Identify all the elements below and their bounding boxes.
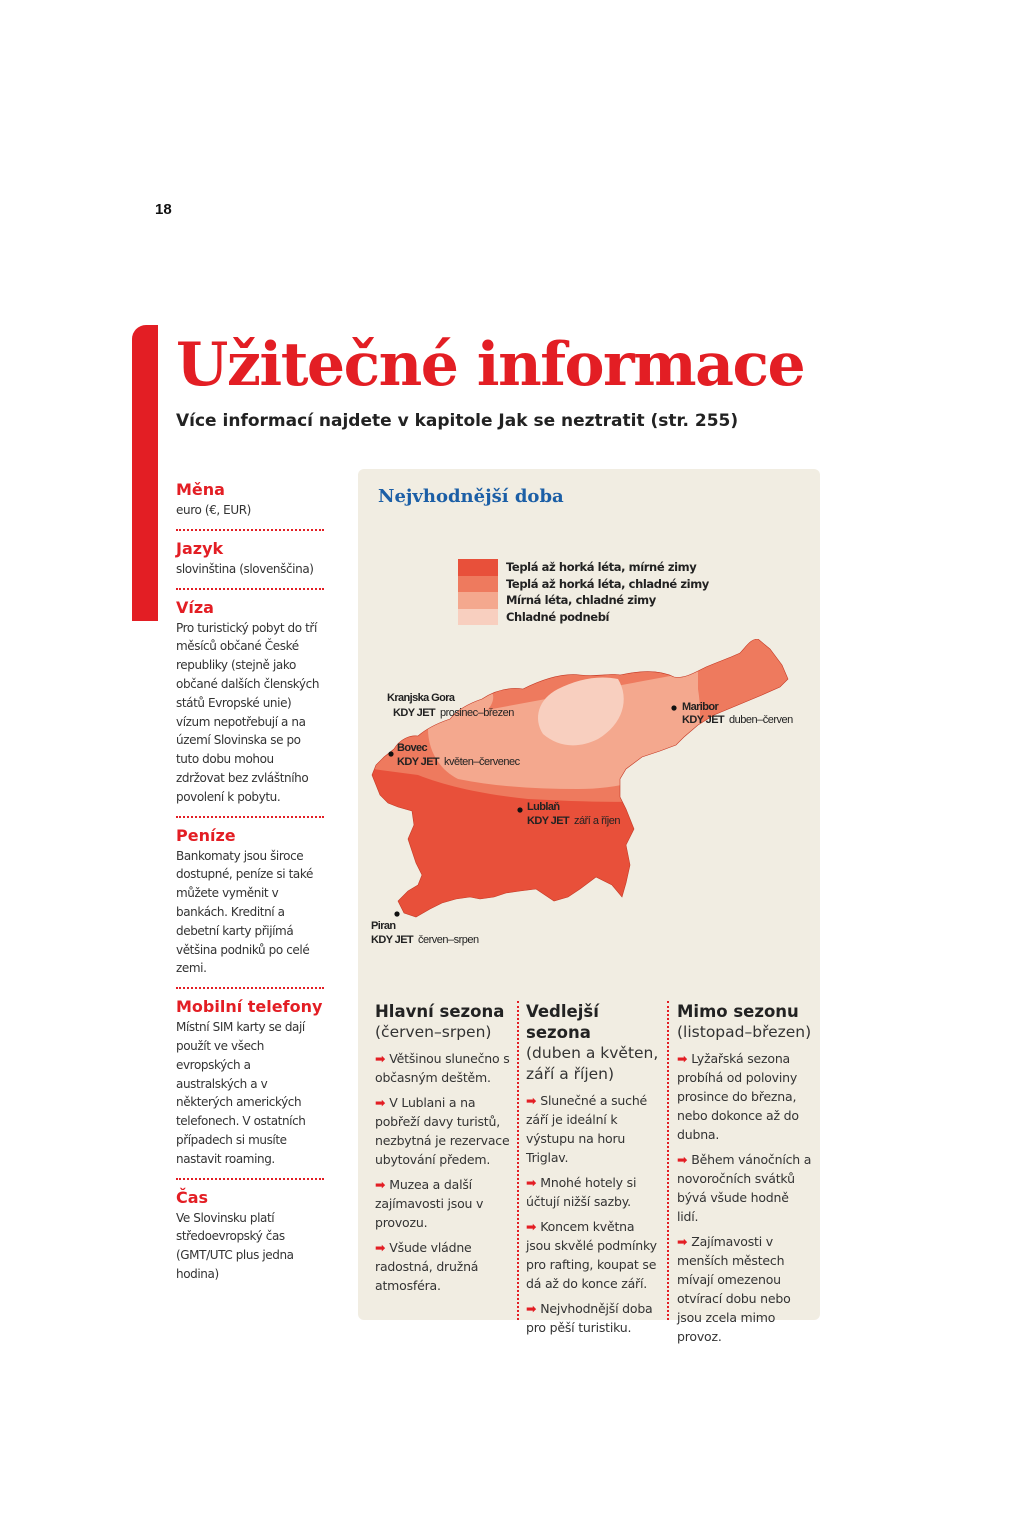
place-when: září a říjen — [574, 815, 620, 827]
panel-title: Nejvhodnější doba — [378, 486, 564, 507]
season-title: Vedlejší sezona — [526, 1002, 599, 1042]
place-name: Bovec — [397, 742, 428, 754]
page-number: 18 — [155, 201, 172, 218]
place-when: duben–červen — [729, 714, 793, 726]
kdy-jet-label: KDY JET — [682, 714, 725, 726]
info-text: Místní SIM karty se dají použít ve všech evropských a australských a v některých amerických telefonech. V ostatních případech si musíte nastavit roaming. — [176, 1020, 306, 1166]
slovenia-climate-map — [358, 639, 820, 959]
season-dates: (listopad–březen) — [677, 1023, 812, 1041]
place-name: Kranjska Gora — [387, 692, 455, 704]
season-item-text: Lyžařská sezona probíhá od poloviny prosince do března, nebo dokonce až do dubna. — [677, 1051, 799, 1142]
season-item-text: Slunečné a suché září je ideální k výstupu na horu Triglav. — [526, 1093, 648, 1165]
season-item — [526, 1091, 662, 1167]
info-block-money — [176, 825, 324, 990]
page-title: Užitečné informace — [176, 330, 805, 400]
legend-label: Teplá až horká léta, mírné zimy — [506, 560, 697, 574]
arrow-right-icon: ➡ — [526, 1175, 537, 1190]
arrow-right-icon: ➡ — [677, 1152, 688, 1167]
legend-label: Mírná léta, chladné zimy — [506, 593, 656, 607]
season-item — [526, 1299, 662, 1337]
season-item — [526, 1173, 662, 1211]
info-heading: Peníze — [176, 825, 236, 845]
info-heading: Čas — [176, 1187, 209, 1207]
season-item-text: Mnohé hotely si účtují nižší sazby. — [526, 1175, 637, 1209]
season-item — [375, 1093, 513, 1169]
page-subtitle: Více informací najdete v kapitole Jak se neztratit (str. 255) — [176, 411, 739, 431]
season-item-text: Většinou slunečno s občasným deštěm. — [375, 1051, 510, 1085]
season-item — [677, 1232, 813, 1346]
season-item-text: Všude vládne radostná, družná atmosféra. — [375, 1240, 479, 1293]
kdy-jet-label: KDY JET — [393, 707, 436, 719]
info-heading: Jazyk — [176, 538, 224, 558]
info-text: Ve Slovinsku platí středoevropský čas (GMT/UTC plus jedna hodina) — [176, 1210, 294, 1281]
season-item-text: Nejvhodnější doba pro pěší turistiku. — [526, 1301, 653, 1335]
place-name: Piran — [371, 920, 396, 932]
best-time-panel — [358, 469, 820, 1344]
arrow-right-icon: ➡ — [375, 1095, 386, 1110]
info-block-time — [176, 1187, 324, 1293]
info-block-language — [176, 538, 324, 590]
info-heading: Měna — [176, 480, 225, 499]
info-heading: Víza — [176, 597, 214, 617]
season-item — [677, 1150, 813, 1226]
season-dates: (červen–srpen) — [375, 1023, 492, 1041]
kdy-jet-label: KDY JET — [527, 815, 570, 827]
info-block-mobile-phones — [176, 996, 324, 1179]
accent-bar — [132, 325, 158, 621]
seasons-section — [358, 1001, 820, 1344]
kdy-jet-label: KDY JET — [397, 756, 440, 768]
arrow-right-icon: ➡ — [526, 1219, 537, 1234]
info-text: Pro turistický pobyt do tří měsíců občané České republiky (stejně jako občané dalších členských států Evropské unie) vízum nepotřebují a na území Slovinska se po tuto dobu mohou zdržovat bez zvláštního povolení k pobytu. — [176, 620, 320, 804]
legend-swatch — [458, 559, 498, 576]
place-dot — [394, 911, 399, 916]
season-item — [375, 1049, 513, 1087]
season-high — [375, 1001, 513, 1301]
season-low — [677, 1001, 813, 1352]
season-shoulder — [526, 1001, 662, 1343]
info-text: slovinština (slovenščina) — [176, 561, 314, 576]
place-dot — [517, 807, 522, 812]
legend-swatch — [458, 576, 498, 593]
place-name: Maribor — [682, 701, 719, 713]
info-heading: Mobilní telefony — [176, 997, 323, 1017]
arrow-right-icon: ➡ — [375, 1240, 386, 1255]
legend-label: Chladné podnebí — [506, 609, 610, 624]
season-item — [375, 1238, 513, 1295]
info-block-visa — [176, 597, 324, 818]
season-title: Hlavní sezona — [375, 1002, 505, 1021]
season-divider — [667, 1001, 669, 1320]
place-when: prosinec–březen — [440, 707, 514, 719]
arrow-right-icon: ➡ — [375, 1051, 386, 1066]
season-item-text: Během vánočních a novoročních svátků bývá všude hodně lidí. — [677, 1152, 812, 1224]
arrow-right-icon: ➡ — [375, 1177, 386, 1192]
season-item — [375, 1175, 513, 1232]
arrow-right-icon: ➡ — [677, 1051, 688, 1066]
info-text: euro (€, EUR) — [176, 503, 251, 517]
info-block-currency — [176, 479, 324, 531]
season-item — [526, 1217, 662, 1293]
place-name: Lublaň — [527, 801, 560, 813]
season-item-text: Muzea a další zajímavosti jsou v provozu. — [375, 1177, 484, 1230]
season-divider — [517, 1001, 519, 1320]
practical-info-column — [176, 479, 324, 1300]
place-dot — [388, 751, 393, 756]
legend-swatch — [458, 609, 498, 626]
info-text: Bankomaty jsou široce dostupné, peníze si také můžete vyměnit v bankách. Kreditní a debetní karty přijímá většina podniků po celé zemi. — [176, 848, 313, 976]
season-item — [677, 1049, 813, 1144]
arrow-right-icon: ➡ — [526, 1301, 537, 1316]
season-item-text: Zajímavosti v menších městech mívají omezenou otvírací dobu nebo jsou zcela mimo provoz. — [677, 1234, 791, 1344]
place-when: červen–srpen — [418, 934, 479, 946]
map-label-piran — [371, 911, 479, 946]
legend-label: Teplá až horká léta, chladné zimy — [506, 576, 709, 591]
place-when: květen–červenec — [444, 756, 520, 768]
arrow-right-icon: ➡ — [677, 1234, 688, 1249]
legend-swatch — [458, 592, 498, 609]
season-item-text: Koncem května jsou skvělé podmínky pro rafting, koupat se dá až do konce září. — [526, 1219, 657, 1291]
season-dates: (duben a květen, září a říjen) — [526, 1044, 659, 1083]
season-item-text: V Lublani a na pobřeží davy turistů, nezbytná je rezervace ubytování předem. — [375, 1095, 510, 1167]
season-title: Mimo sezonu — [677, 1002, 799, 1021]
arrow-right-icon: ➡ — [526, 1093, 537, 1108]
kdy-jet-label: KDY JET — [371, 934, 414, 946]
place-dot — [671, 705, 676, 710]
